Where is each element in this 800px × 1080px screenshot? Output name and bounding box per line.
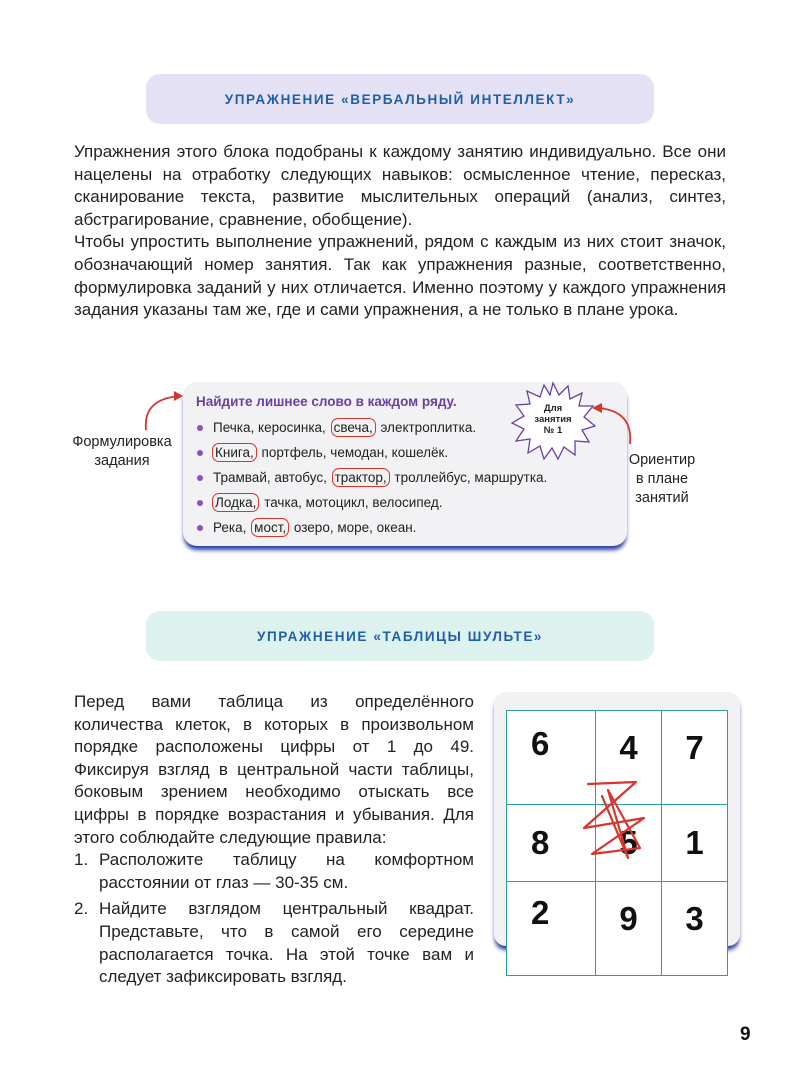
odd-word-circled: Книга,: [212, 443, 257, 462]
row-words-after: электроплитка.: [380, 420, 477, 435]
rule-number: 1.: [74, 850, 89, 870]
label-task-wording-line-2: задания: [94, 453, 150, 469]
verbal-section-banner: УПРАЖНЕНИЕ «ВЕРБАЛЬНЫЙ ИНТЕЛЛЕКТ»: [146, 74, 654, 124]
badge-line-2: занятия: [534, 414, 572, 425]
label-task-wording: [60, 433, 184, 471]
rule-text: Расположите таблицу на комфортном расстоянии от глаз — 30-35 см.: [99, 850, 474, 892]
rule-number: 2.: [74, 899, 89, 919]
odd-word-circled: мост,: [251, 518, 289, 537]
schulte-cell: 4: [596, 711, 662, 805]
verbal-intro-paragraph-2: Чтобы упростить выполнение упражнений, рядом с каждым из них стоит значок, обозначающий номер занятия. Так как упражнения разные, соответственно, формулировка заданий у них отличается. Именно поэтому у каждого упражнения задания указаны там же, где и сами упражнения, а не только в плане урока.: [74, 232, 726, 320]
row-words-before: Река,: [213, 520, 247, 535]
page-number: 9: [740, 1024, 751, 1045]
bullet-icon: [197, 425, 203, 431]
schulte-cell: 6: [507, 711, 596, 805]
schulte-cell: 7: [662, 711, 728, 805]
example-task-title: Найдите лишнее слово в каждом ряду.: [196, 394, 457, 409]
odd-word-circled: свеча,: [331, 418, 376, 437]
eye-movement-scribble-icon: [578, 778, 652, 860]
example-row: [197, 490, 548, 515]
schulte-cell: 3: [662, 882, 728, 976]
row-words-after: озеро, море, океан.: [293, 520, 417, 535]
label-lesson-plan-line-1: Ориентир: [628, 452, 696, 468]
rule-text: Найдите взглядом центральный квадрат. Представьте, что в самой его середине располагается точка. На этой точке вам и следует зафиксировать взгляд.: [99, 899, 474, 987]
row-words-after: портфель, чемодан, кошелёк.: [261, 445, 449, 460]
badge-text: [510, 403, 596, 436]
schulte-row: [507, 882, 728, 976]
schulte-cell: 8: [507, 805, 596, 882]
schulte-instructions: [74, 691, 474, 989]
rule-item: [74, 849, 474, 894]
row-words-before: Печка, керосинка,: [213, 420, 326, 435]
row-words-after: троллейбус, маршрутка.: [394, 470, 548, 485]
label-lesson-plan-reference: [620, 451, 704, 508]
example-row: [197, 465, 548, 490]
verbal-intro-text: [74, 141, 726, 322]
schulte-cell: 9: [596, 882, 662, 976]
schulte-cell: 1: [662, 805, 728, 882]
badge-line-1: Для: [543, 403, 563, 414]
rule-item: [74, 898, 474, 988]
schulte-intro-text: Перед вами таблица из определённого количества клеток, в которых в произвольном порядке расположены цифры от 1 до 49. Фиксируя взгляд в центральной части таблицы, боковым зрением необходимо отыскать все цифры в порядке возрастания и убывания. Для этого соблюдайте следующие правила:: [74, 692, 474, 847]
example-row: [197, 515, 548, 540]
verbal-intro-paragraph-1: Упражнения этого блока подобраны к каждому занятию индивидуально. Все они нацелены на отработку следующих навыков: осмысленное чтение, пересказ, сканирование текста, развитие мыслительных операций (анализ, синтез, абстрагирование, сравнение, обобщение).: [74, 142, 726, 229]
bullet-icon: [197, 500, 203, 506]
arrow-to-badge-icon: [588, 398, 638, 448]
label-lesson-plan-line-2: в плане: [635, 471, 689, 487]
schulte-cell: 5: [596, 805, 662, 882]
example-row: [197, 440, 548, 465]
schulte-section-banner: УПРАЖНЕНИЕ «ТАБЛИЦЫ ШУЛЬТЕ»: [146, 611, 654, 661]
schulte-rules-list: [74, 849, 474, 989]
badge-line-3: № 1: [543, 425, 563, 436]
label-task-wording-line-1: Формулировка: [72, 434, 172, 450]
odd-word-circled: трактор,: [332, 468, 390, 487]
bullet-icon: [197, 450, 203, 456]
schulte-cell: 2: [507, 882, 596, 976]
row-words-before: Трамвай, автобус,: [213, 470, 327, 485]
row-words-after: тачка, мотоцикл, велосипед.: [264, 495, 443, 510]
lesson-number-badge: [510, 381, 596, 461]
odd-word-circled: Лодка,: [212, 493, 259, 512]
example-row: [197, 415, 548, 440]
example-word-rows: [197, 415, 548, 540]
label-lesson-plan-line-3: занятий: [635, 490, 689, 506]
bullet-icon: [197, 475, 203, 481]
bullet-icon: [197, 525, 203, 531]
